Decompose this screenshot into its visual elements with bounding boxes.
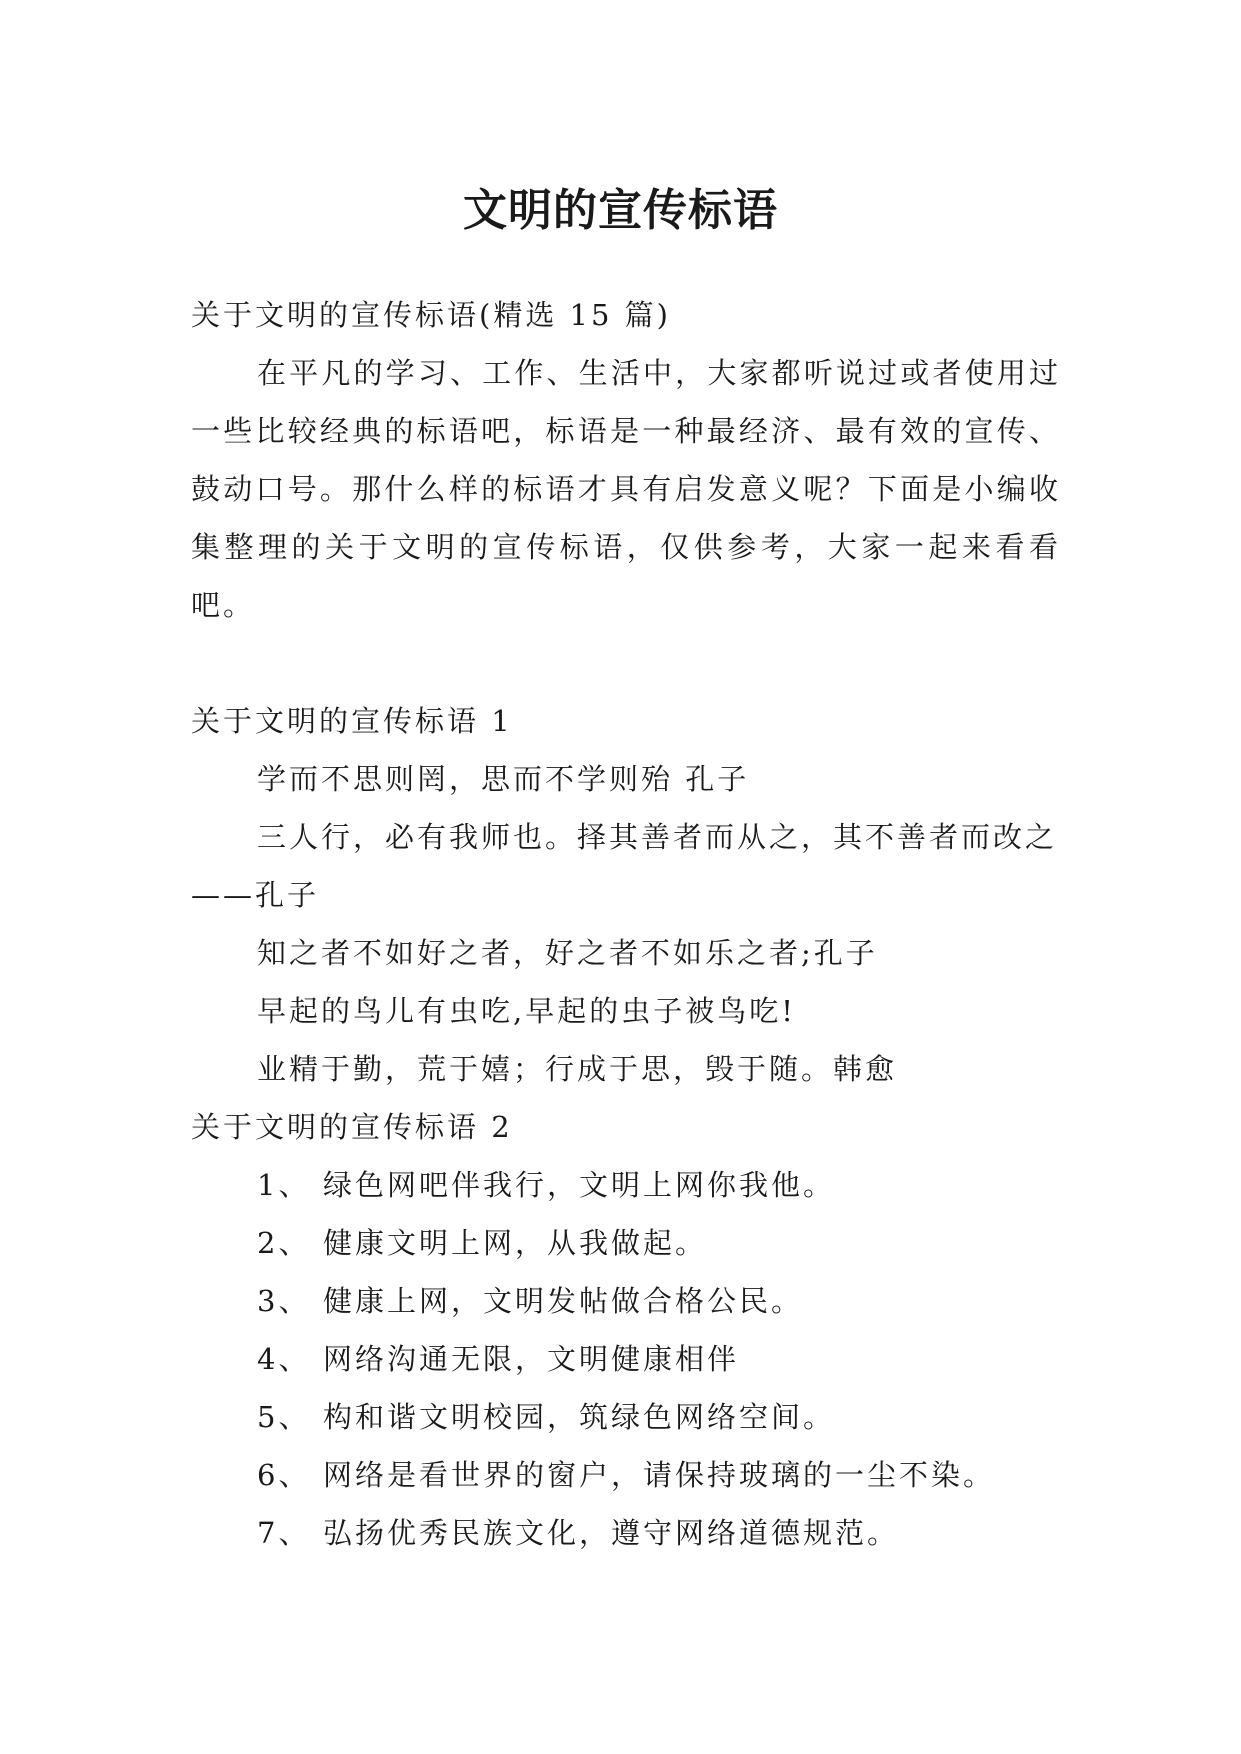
item-text: 弘扬优秀民族文化，遵守网络道德规范。: [323, 1516, 900, 1550]
item-number: 6、: [257, 1458, 311, 1492]
numbered-item: [191, 1272, 1061, 1330]
intro-paragraph: 在平凡的学习、工作、生活中，大家都听说过或者使用过一些比较经典的标语吧，标语是一种最经济、最有效的宣传、鼓动口号。那什么样的标语才具有启发意义呢？下面是小编收集整理的关于文明的宣传标语，仅供参考，大家一起来看看吧。: [191, 356, 1061, 622]
item-number: 7、: [257, 1516, 311, 1550]
item-number: 5、: [257, 1400, 311, 1434]
section-heading-1: 关于文明的宣传标语 1: [191, 704, 513, 738]
numbered-item: [191, 1504, 1061, 1562]
numbered-item: [191, 1156, 1061, 1214]
item-text: 构和谐文明校园，筑绿色网络空间。: [323, 1400, 836, 1434]
slogan-item: 业精于勤，荒于嬉；行成于思，毁于随。韩愈: [257, 1052, 898, 1086]
item-text: 网络沟通无限，文明健康相伴: [323, 1342, 740, 1376]
item-text: 健康文明上网，从我做起。: [323, 1226, 708, 1260]
numbered-item: [191, 1330, 1061, 1388]
slogan-item: 知之者不如好之者，好之者不如乐之者;孔子: [257, 936, 878, 970]
item-number: 4、: [257, 1342, 311, 1376]
document-body: [191, 286, 1061, 1562]
numbered-item: [191, 1214, 1061, 1272]
spacer: [191, 634, 1061, 692]
subtitle: 关于文明的宣传标语(精选 15 篇): [191, 298, 671, 332]
slogan-item: 三人行，必有我师也。择其善者而从之，其不善者而改之——孔子: [191, 820, 1058, 912]
numbered-item: [191, 1388, 1061, 1446]
slogan-item: 早起的鸟儿有虫吃,早起的虫子被鸟吃!: [257, 994, 796, 1028]
numbered-item: [191, 1446, 1061, 1504]
item-text: 健康上网，文明发帖做合格公民。: [323, 1284, 804, 1318]
item-text: 绿色网吧伴我行，文明上网你我他。: [323, 1168, 836, 1202]
item-number: 3、: [257, 1284, 311, 1318]
item-text: 网络是看世界的窗户，请保持玻璃的一尘不染。: [323, 1458, 996, 1492]
slogan-item: 学而不思则罔，思而不学则殆 孔子: [257, 762, 750, 796]
item-number: 1、: [257, 1168, 311, 1202]
item-number: 2、: [257, 1226, 311, 1260]
section-heading-2: 关于文明的宣传标语 2: [191, 1110, 513, 1144]
document-title: 文明的宣传标语: [463, 185, 778, 237]
